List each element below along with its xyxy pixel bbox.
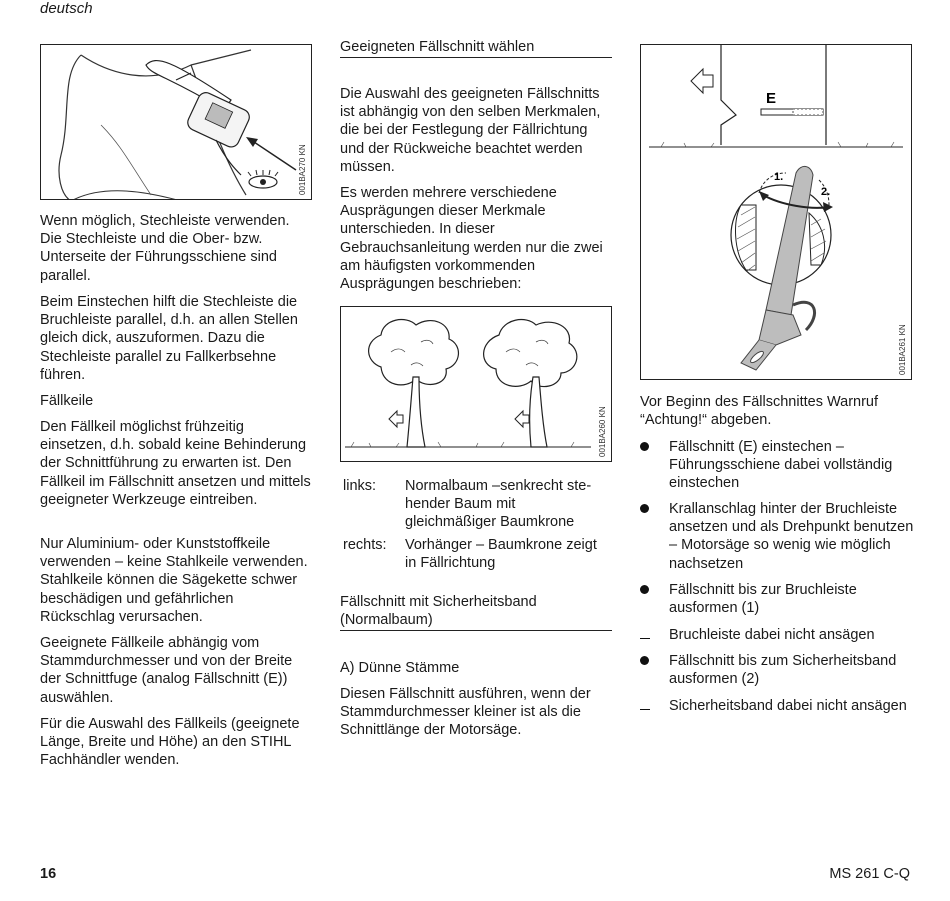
bullet-dot [640,504,649,513]
label-1: 1. [774,171,784,183]
figure-code: 001BA270 KN [298,144,307,195]
figure-tree-types [340,306,612,462]
bullet-dot [640,656,649,665]
paragraph: Den Fällkeil möglichst frühzeitig einsetzen, d.h. sobald keine Behinderung der Schnittführung zu erwarten ist. Den Fällkeil im Fällschnitt ansetzen und mittels geeigneter Werkzeuge eintreiben. [40,419,311,508]
bullet-dash [640,638,650,640]
heading-rule [340,57,612,58]
paragraph: Nur Aluminium- oder Kunststoffkeile verwenden – keine Stahlkeile verwenden. Stahlkeile können die Sägekette schwer beschädigen und gefährlichen Rückschlag verursachen. [40,536,308,625]
page-number: 16 [40,866,57,882]
definition-term: links: [343,478,377,494]
paragraph: Wenn möglich, Stechleiste verwenden. Die Stechleiste und die Ober- bzw. Unterseite der Führungsschiene sind parallel. [40,213,290,284]
label-2: 2. [821,186,831,198]
language-label: deutsch [40,0,93,17]
paragraph: Geeignete Fällkeile abhängig vom Stammdurchmesser und von der Breite der Schnittfuge (analog Fällschnitt (E)) auswählen. [40,635,293,706]
figure-chainsaw-plunge [40,44,312,200]
subheading: A) Dünne Stämme [340,660,460,676]
section-heading: Geeigneten Fällschnitt wählen [340,39,535,55]
model-name: MS 261 C-Q [829,866,910,882]
tree-types-illustration [341,307,612,462]
paragraph: Die Auswahl des geeigneten Fällschnitts ist abhängig von den selben Merkmalen, die bei der Festlegung der Fällrichtung und der Rückweiche beachtet werden müssen. [340,86,601,175]
definition-desc: Normalbaum –senkrecht ste-hender Baum mit gleichmäßiger Baumkrone [405,478,592,531]
label-e: E [766,90,777,107]
chainsaw-plunge-illustration [41,45,312,200]
section-heading: Fällkeile [40,393,94,409]
paragraph: Es werden mehrere verschiedene Ausprägungen dieser Merkmale unterschieden. In dieser Gebrauchsanleitung werden nur die zwei am häufigsten vorkommenden Ausprägungen beschrieben: [340,185,603,293]
paragraph: Für die Auswahl des Fällkeils (geeignete Länge, Breite und Höhe) an den STIHL Fachhändler wenden. [40,716,300,769]
definition-term: rechts: [343,537,387,553]
plunge-cut-illustration [641,45,912,380]
paragraph: Vor Beginn des Fällschnittes Warnruf “Achtung!“ abgeben. [640,394,879,429]
figure-code: 001BA260 KN [598,406,607,457]
bullet-dot [640,442,649,451]
bullet-dash [640,709,650,711]
figure-plunge-cut [640,44,912,380]
definition-desc: Vorhänger – Baumkrone zeigt in Fällrichtung [405,537,597,572]
section-heading: Fällschnitt mit Sicherheitsband (Normalbaum) [340,594,537,629]
paragraph: Beim Einstechen hilft die Stechleiste die Bruchleiste parallel, d.h. an allen Stellen gleich dick, auszuformen. Dazu die Stechleiste parallel zu Fallkerbsehne führen. [40,294,298,383]
bullet-dot [640,585,649,594]
figure-code: 001BA261 KN [898,324,907,375]
heading-rule [340,630,612,631]
paragraph: Diesen Fällschnitt ausführen, wenn der Stammdurchmesser kleiner ist als die Schnittlänge der Motorsäge. [340,686,591,739]
